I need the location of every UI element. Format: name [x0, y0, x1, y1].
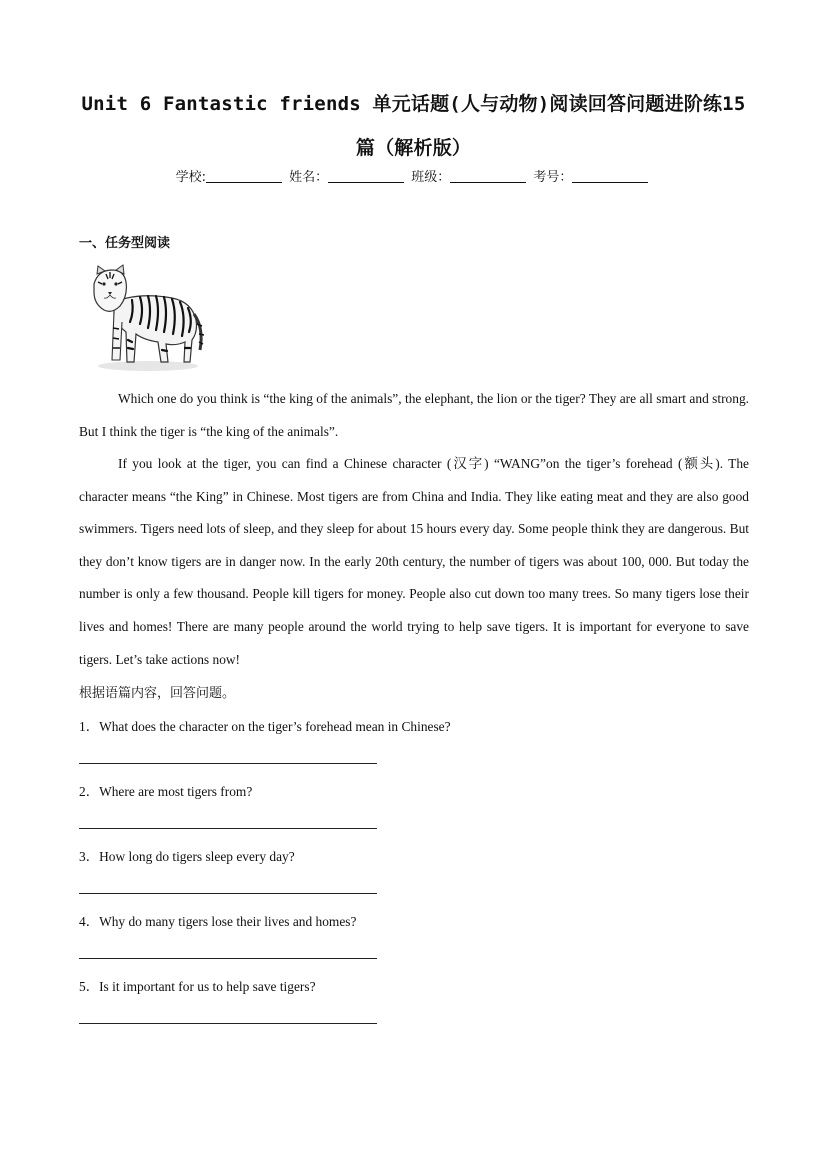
student-info-fields	[0, 166, 827, 185]
title-line-2: 篇（解析版）	[355, 137, 472, 159]
field-name-label: 姓名：	[289, 170, 329, 185]
title-line-1: Unit 6 Fantastic friends 单元话题(人与动物)阅读回答问题进阶练15	[81, 93, 746, 115]
tiger-illustration	[84, 262, 206, 374]
question-5: 5．Is it important for us to help save tigers?	[79, 979, 316, 994]
question-3: 3．How long do tigers sleep every day?	[79, 849, 295, 864]
field-class-blank[interactable]	[450, 170, 526, 183]
field-school-label: 学校:	[175, 170, 206, 185]
field-school-blank[interactable]	[206, 170, 282, 183]
field-name-blank[interactable]	[328, 170, 404, 183]
field-exam-no-label: 考号：	[533, 170, 573, 185]
answer-line-1[interactable]	[79, 763, 377, 764]
question-4: 4．Why do many tigers lose their lives and homes?	[79, 914, 357, 929]
passage-paragraph-2: If you look at the tiger, you can find a Chinese character (汉字) “WANG”on the tiger’s forehead (额头). The character means “the King” in Chinese. Most tigers are from China and India. They like eating meat and they are also good swimmers. Tigers need lots of sleep, and they sleep for about 15 hours every day. Some people think they are dangerous. But they don’t know tigers are in danger now. In the early 20th century, the number of tigers was about 100, 000. But today the number is only a few thousand. People kill tigers for money. People also cut down too many trees. So many tigers lose their lives and homes! There are many people around the world trying to help save tigers. It is important for everyone to save tigers. Let’s take actions now!	[79, 456, 749, 667]
instruction: 根据语篇内容，回答问题。	[79, 686, 236, 701]
answer-line-4[interactable]	[79, 958, 377, 959]
answer-line-3[interactable]	[79, 893, 377, 894]
answer-line-5[interactable]	[79, 1023, 377, 1024]
answer-line-2[interactable]	[79, 828, 377, 829]
question-2: 2．Where are most tigers from?	[79, 784, 253, 799]
field-exam-no-blank[interactable]	[572, 170, 648, 183]
question-1: 1．What does the character on the tiger’s forehead mean in Chinese?	[79, 719, 451, 734]
section-title: 一、任务型阅读	[79, 236, 171, 251]
field-class-label: 班级：	[411, 170, 451, 185]
passage-paragraph-1: Which one do you think is “the king of the animals”, the elephant, the lion or the tiger? They are all smart and strong. But I think the tiger is “the king of the animals”.	[79, 391, 749, 439]
